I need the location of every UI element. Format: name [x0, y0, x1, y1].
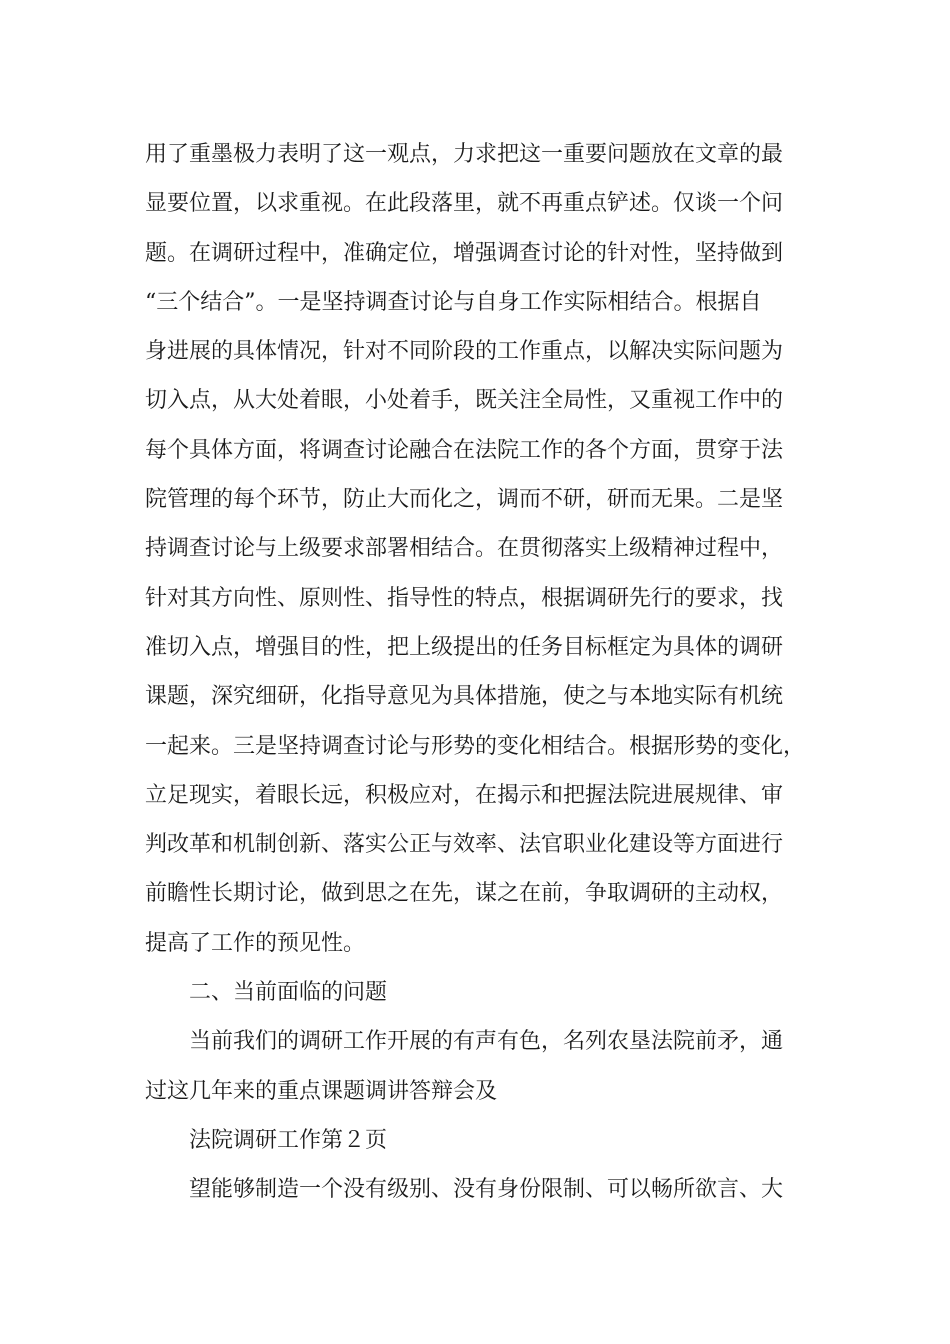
text-line: 针对其方向性、原则性、指导性的特点，根据调研先行的要求，找 — [145, 585, 784, 611]
text-line: 望能够制造一个没有级别、没有身份限制、可以畅所欲言、大 — [189, 1177, 784, 1203]
text-line: 课题，深究细研，化指导意见为具体措施，使之与本地实际有机统 — [145, 684, 784, 710]
page-marker: 法院调研工作第２页 — [189, 1127, 388, 1153]
text-line: 切入点，从大处着眼，小处着手，既关注全局性，又重视工作中的 — [145, 388, 784, 414]
text-line: 身进展的具体情况，针对不同阶段的工作重点，以解决实际问题为 — [145, 339, 784, 365]
text-line: 持调查讨论与上级要求部署相结合。在贯彻落实上级精神过程中， — [145, 536, 784, 562]
text-line: 显要位置，以求重视。在此段落里，就不再重点铲述。仅谈一个问 — [145, 191, 784, 217]
text-line: 判改革和机制创新、落实公正与效率、法官职业化建设等方面进行 — [145, 832, 784, 858]
text-line: 一起来。三是坚持调查讨论与形势的变化相结合。根据形势的变化， — [145, 733, 806, 759]
body-text — [145, 130, 835, 1215]
text-line: 当前我们的调研工作开展的有声有色，名列农垦法院前矛，通 — [189, 1029, 784, 1055]
text-line: 准切入点，增强目的性，把上级提出的任务目标框定为具体的调研 — [145, 634, 784, 660]
text-line: 用了重墨极力表明了这一观点，力求把这一重要问题放在文章的最 — [145, 142, 784, 167]
text-line: 院管理的每个环节，防止大而化之，调而不研，研而无果。二是坚 — [145, 487, 784, 513]
text-line: “三个结合”。一是坚持调查讨论与自身工作实际相结合。根据自 — [145, 289, 762, 315]
text-line: 题。在调研过程中，准确定位，增强调查讨论的针对性，坚持做到 — [145, 240, 784, 266]
section-heading: 二、当前面临的问题 — [189, 980, 388, 1006]
text-line: 过这几年来的重点课题调讲答辩会及 — [145, 1078, 498, 1104]
text-line: 前瞻性长期讨论，做到思之在先，谋之在前，争取调研的主动权， — [145, 881, 784, 907]
text-line: 提高了工作的预见性。 — [145, 930, 366, 956]
text-line: 每个具体方面，将调查讨论融合在法院工作的各个方面，贯穿于法 — [145, 437, 784, 463]
text-line: 立足现实，着眼长远，积极应对，在揭示和把握法院进展规律、审 — [145, 782, 784, 808]
